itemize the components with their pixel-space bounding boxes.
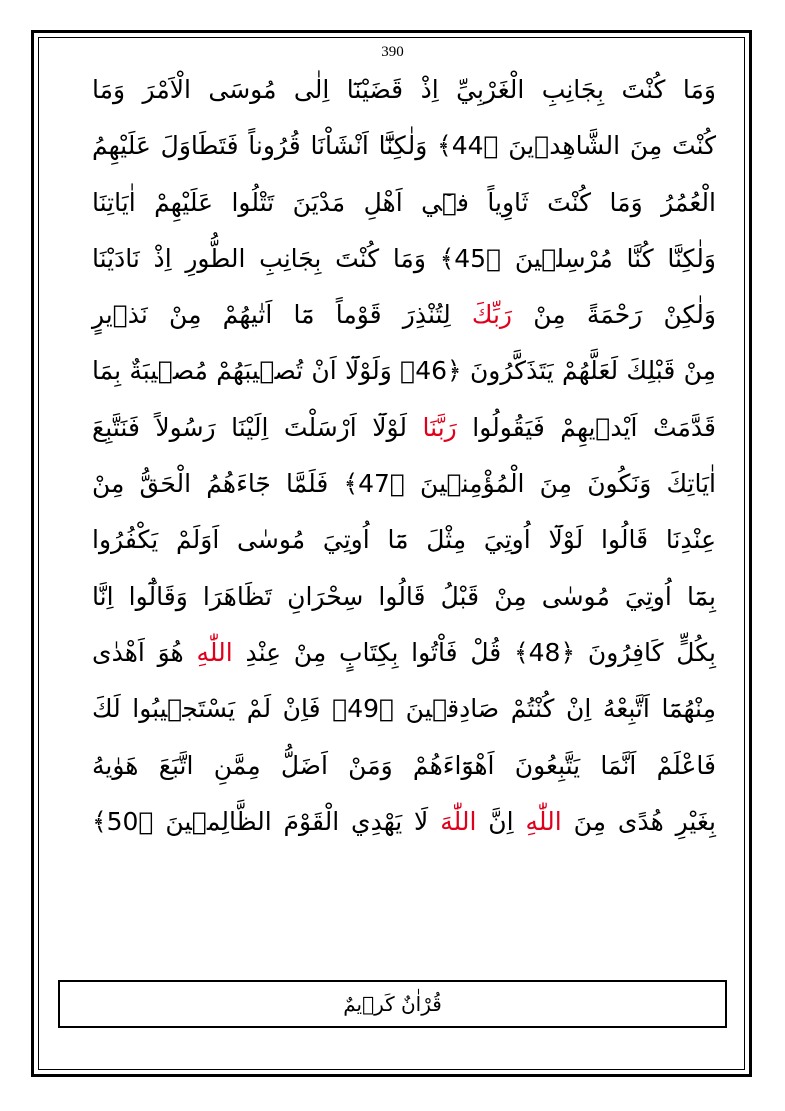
- footer-title: قُرْاٰنٌ كَرٖيمٌ: [343, 992, 442, 1016]
- divine-name-text: رَبَّنَا: [422, 412, 457, 442]
- verse-text: اٰيَاتِكَ وَنَكُونَ مِنَ الْمُؤْمِنٖينَ ﴿47﴾ فَلَمَّا جَٓاءَهُمُ الْحَقُّ مِنْ: [92, 469, 716, 499]
- verse-text: بِغَيْرِ هُدًى مِنَ: [561, 806, 716, 836]
- verse-text: فَاعْلَمْ اَنَّمَا يَتَّبِعُونَ اَهْوَٓاءَهُمْ وَمَنْ اَضَلُّ مِمَّنِ اتَّبَعَ هَوٰيهُ: [92, 750, 716, 780]
- verse-line: [92, 794, 716, 850]
- verse-text: لِتُنْذِرَ قَوْماً مَٓا اَتٰيهُمْ مِنْ نَذٖيرٍ: [92, 300, 472, 330]
- verse-text: وَمَا كُنْتَ بِجَانِبِ الْغَرْبِيِّ اِذْ قَضَيْنَٓا اِلٰى مُوسَى الْاَمْرَ وَمَا: [92, 75, 716, 104]
- divine-name-text: اللّٰهِ: [525, 806, 562, 836]
- verse-line: [92, 512, 716, 568]
- verse-text: الْعُمُرُ وَمَا كُنْتَ ثَاوِياً فٖٓي اَهْلِ مَدْيَنَ تَتْلُوا عَلَيْهِمْ اٰيَاتِنَا: [92, 187, 716, 217]
- verse-text: مِنْ قَبْلِكَ لَعَلَّهُمْ يَتَذَكَّرُونَ ﴿46﴾ وَلَوْلَٓا اَنْ تُصٖيبَهُمْ مُصٖيبَةٌ بِمَا: [92, 356, 716, 386]
- divine-name-text: رَبِّكَ: [471, 300, 513, 330]
- verse-text: مِنْهُمَٓا اَتَّبِعْهُ اِنْ كُنْتُمْ صَادِقٖينَ ﴿49﴾ فَاِنْ لَمْ يَسْتَجٖيبُوا لَكَ: [92, 694, 716, 724]
- verse-text: وَلٰكِنْ رَحْمَةً مِنْ: [512, 300, 716, 330]
- verse-text: لَوْلَٓا اَرْسَلْتَ اِلَيْنَا رَسُولاً فَنَتَّبِعَ: [92, 412, 423, 442]
- verse-text: بِكُلٍّ كَافِرُونَ ﴿48﴾ قُلْ فَاْتُوا بِكِتَابٍ مِنْ عِنْدِ: [232, 637, 716, 667]
- verse-text: قَدَّمَتْ اَيْدٖيهِمْ فَيَقُولُوا: [456, 412, 716, 442]
- verse-text: اِنَّ: [476, 806, 526, 836]
- verse-line: [92, 231, 716, 287]
- verse-line: [92, 287, 716, 343]
- verse-line: [92, 118, 716, 174]
- divine-name-text: اللّٰهِ: [196, 637, 233, 667]
- verse-line: [92, 738, 716, 794]
- verse-line: [92, 62, 716, 118]
- verse-line: [92, 569, 716, 625]
- verse-text: هُوَ اَهْدٰى: [92, 637, 197, 667]
- verse-text: كُنْتَ مِنَ الشَّاهِدٖينَ ﴿44﴾ وَلٰكِنَّٓا اَنْشَاْنَا قُرُوناً فَتَطَاوَلَ عَلَيْهِمُ: [92, 131, 716, 161]
- verse-line: [92, 625, 716, 681]
- footer-box: [58, 980, 727, 1028]
- verse-text: عِنْدِنَا قَالُوا لَوْلَٓا اُوتِيَ مِثْلَ مَٓا اُوتِيَ مُوسٰى اَوَلَمْ يَكْفُرُوا: [92, 525, 716, 555]
- verse-line: [92, 343, 716, 399]
- verse-line: [92, 681, 716, 737]
- verse-text: بِمَٓا اُوتِيَ مُوسٰى مِنْ قَبْلُ قَالُوا سِحْرَانِ تَظَاهَرَا وَقَالُٓوا اِنَّا: [92, 581, 716, 611]
- verse-text: لَا يَهْدِي الْقَوْمَ الظَّالِمٖينَ ﴿50﴾: [92, 806, 441, 836]
- page-number: 390: [381, 44, 404, 60]
- verse-line: [92, 456, 716, 512]
- verse-line: [92, 175, 716, 231]
- verse-line: [92, 400, 716, 456]
- quran-text-block: [92, 62, 716, 850]
- divine-name-text: اللّٰهَ: [440, 806, 477, 836]
- verse-text: وَلٰكِنَّا كُنَّا مُرْسِلٖينَ ﴿45﴾ وَمَا كُنْتَ بِجَانِبِ الطُّورِ اِذْ نَادَيْنَا: [92, 243, 716, 273]
